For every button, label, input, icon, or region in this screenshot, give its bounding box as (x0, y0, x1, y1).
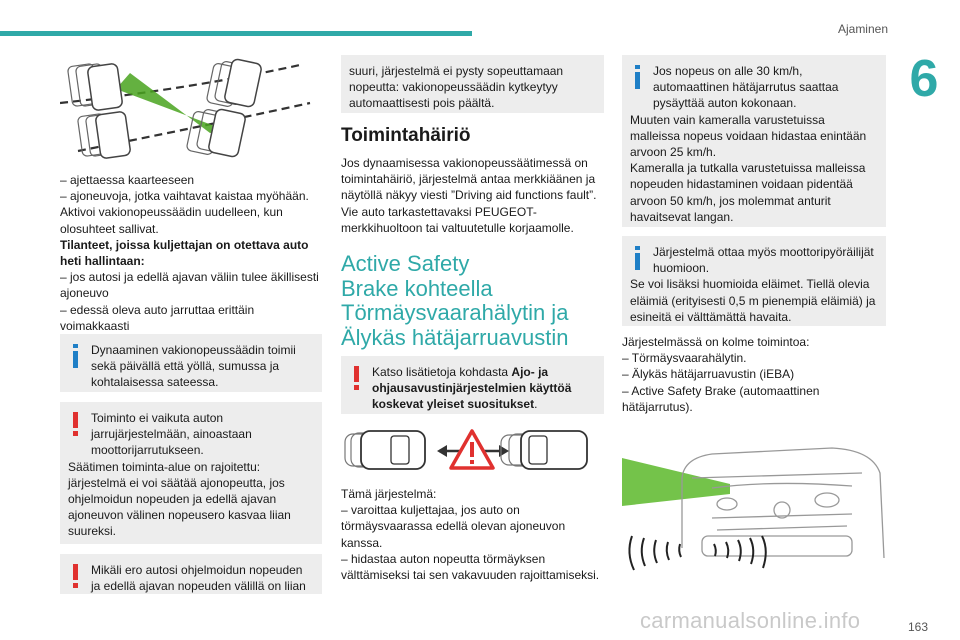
warning-icon (68, 564, 84, 588)
functions-list: Järjestelmässä on kolme toimintoa: – Törmäysvaarahälytin. – Älykäs hätäjarruavustin (iEBA) – Active Safety Brake (automaattinen hätäjarrutus). (622, 334, 886, 415)
chapter-number: 6 (909, 50, 939, 108)
van-radar-illustration (622, 418, 886, 598)
list-item: – ajoneuvoja, jotka vaihtavat kaistaa myöhään. (60, 189, 309, 204)
info-box: Dynaaminen vakionopeussäädin toimii sekä päivällä että yöllä, sumussa ja kohtalaisessa sateessa. (60, 334, 322, 392)
collision-warning-illustration (341, 426, 604, 476)
info-icon (68, 344, 84, 368)
curve-lane-illustration (60, 55, 322, 163)
continued-box: suuri, järjestelmä ei pysty sopeuttamaan nopeutta: vakionopeussäädin kytkeytyy automaattisesti pois päältä. (341, 55, 604, 113)
warning-box: Katso lisätietoja kohdasta Ajo- ja ohjausavustinjärjestelmien käyttöä koskevat yleiset suositukset. (341, 356, 604, 414)
warning-icon (68, 412, 84, 436)
system-description: Tämä järjestelmä: – varoittaa kuljettajaa, jos auto on törmäysvaarassa edellä olevan ajoneuvon kanssa. – hidastaa auton nopeutta törmäyksen välttämiseksi tai sen vakavuuden rajoittamiseksi. (341, 486, 604, 583)
list-item: – Active Safety Brake (automaattinen hätäjarrutus). (622, 383, 820, 414)
warning-box: Toiminto ei vaikuta auton jarrujärjestelmään, ainoastaan moottorijarrutukseen. Säätimen toiminta-alue on rajoitettu: järjestelmä ei voi säätää ajonopeutta, jos ohjelmoidun nopeuden ja edellä ajavan ajoneuvon välinen nopeusero kasvaa liian suureksi. (60, 402, 322, 544)
column-1-text (60, 172, 322, 334)
list-item: – edessä oleva auto jarruttaa erittäin voimakkaasti (60, 302, 255, 333)
list-item: – Älykäs hätäjarruavustin (iEBA) (622, 367, 795, 382)
warning-icon (349, 366, 365, 390)
malfunction-text: Jos dynaamisessa vakionopeussäätimessä on toimintahäiriö, järjestelmä antaa merkkiäänen ja näytöllä näkyy viesti ”Driving aid functions fault”. Vie auto tarkastettavaksi PEUGEOT-merkkihuoltoon tai valtuutetulle korjaamolle. (341, 156, 597, 235)
warning-box: Mikäli ero autosi ohjelmoidun nopeuden ja edellä ajavan nopeuden välillä on liian (60, 554, 322, 594)
list-item: – jos autosi ja edellä ajavan väliin tulee äkillisesti ajoneuvo (60, 270, 319, 301)
list-item: – Törmäysvaarahälytin. (622, 351, 747, 366)
list-item: – ajettaessa kaarteeseen (60, 173, 195, 187)
info-box: Järjestelmä ottaa myös moottoripyöräilijät huomioon. Se voi lisäksi huomioida eläimet. Tiellä olevia eläimiä (erityisesti 0,5 m pienempiä eläimiä) ja esineitä ei välttämättä havaita. (622, 236, 886, 326)
list-item: – hidastaa auton nopeutta törmäyksen välttämiseksi tai sen vakavuuden rajoittamiseksi. (341, 551, 600, 583)
malfunction-title: Toimintahäiriö (341, 125, 471, 146)
header-accent-bar (0, 31, 472, 36)
page-number: 163 (907, 620, 928, 634)
info-icon (630, 65, 646, 89)
info-box: Jos nopeus on alle 30 km/h, automaattinen hätäjarrutus saattaa pysäyttää auton kokonaan. Muuten vain kameralla varustetuissa malleissa nopeus voidaan hidastaa enintään arvoon 25 km/h. Kameralla ja tutkalla varustetuissa malleissa nopeuden hidastaminen voidaan pidentää arvoon 50 km/h, jos molemmat anturit havaitsevat langan. (622, 55, 886, 227)
watermark: carmanualsonline.info (640, 608, 861, 633)
list-item: – varoittaa kuljettajaa, jos auto on törmäysvaarassa edellä olevan ajoneuvon kanssa. (341, 503, 566, 550)
reactivate-text: Aktivoi vakionopeussäädin uudelleen, kun olosuhteet sallivat. (60, 205, 283, 236)
info-icon (630, 246, 646, 270)
bold-heading: Tilanteet, joissa kuljettajan on otettava auto heti hallintaan: (60, 237, 309, 269)
section-title: Ajaminen (837, 22, 888, 36)
section-big-title: Active Safety Brake kohteella Törmäysvaarahälytin ja Älykäs hätäjarruavustin (341, 251, 569, 350)
